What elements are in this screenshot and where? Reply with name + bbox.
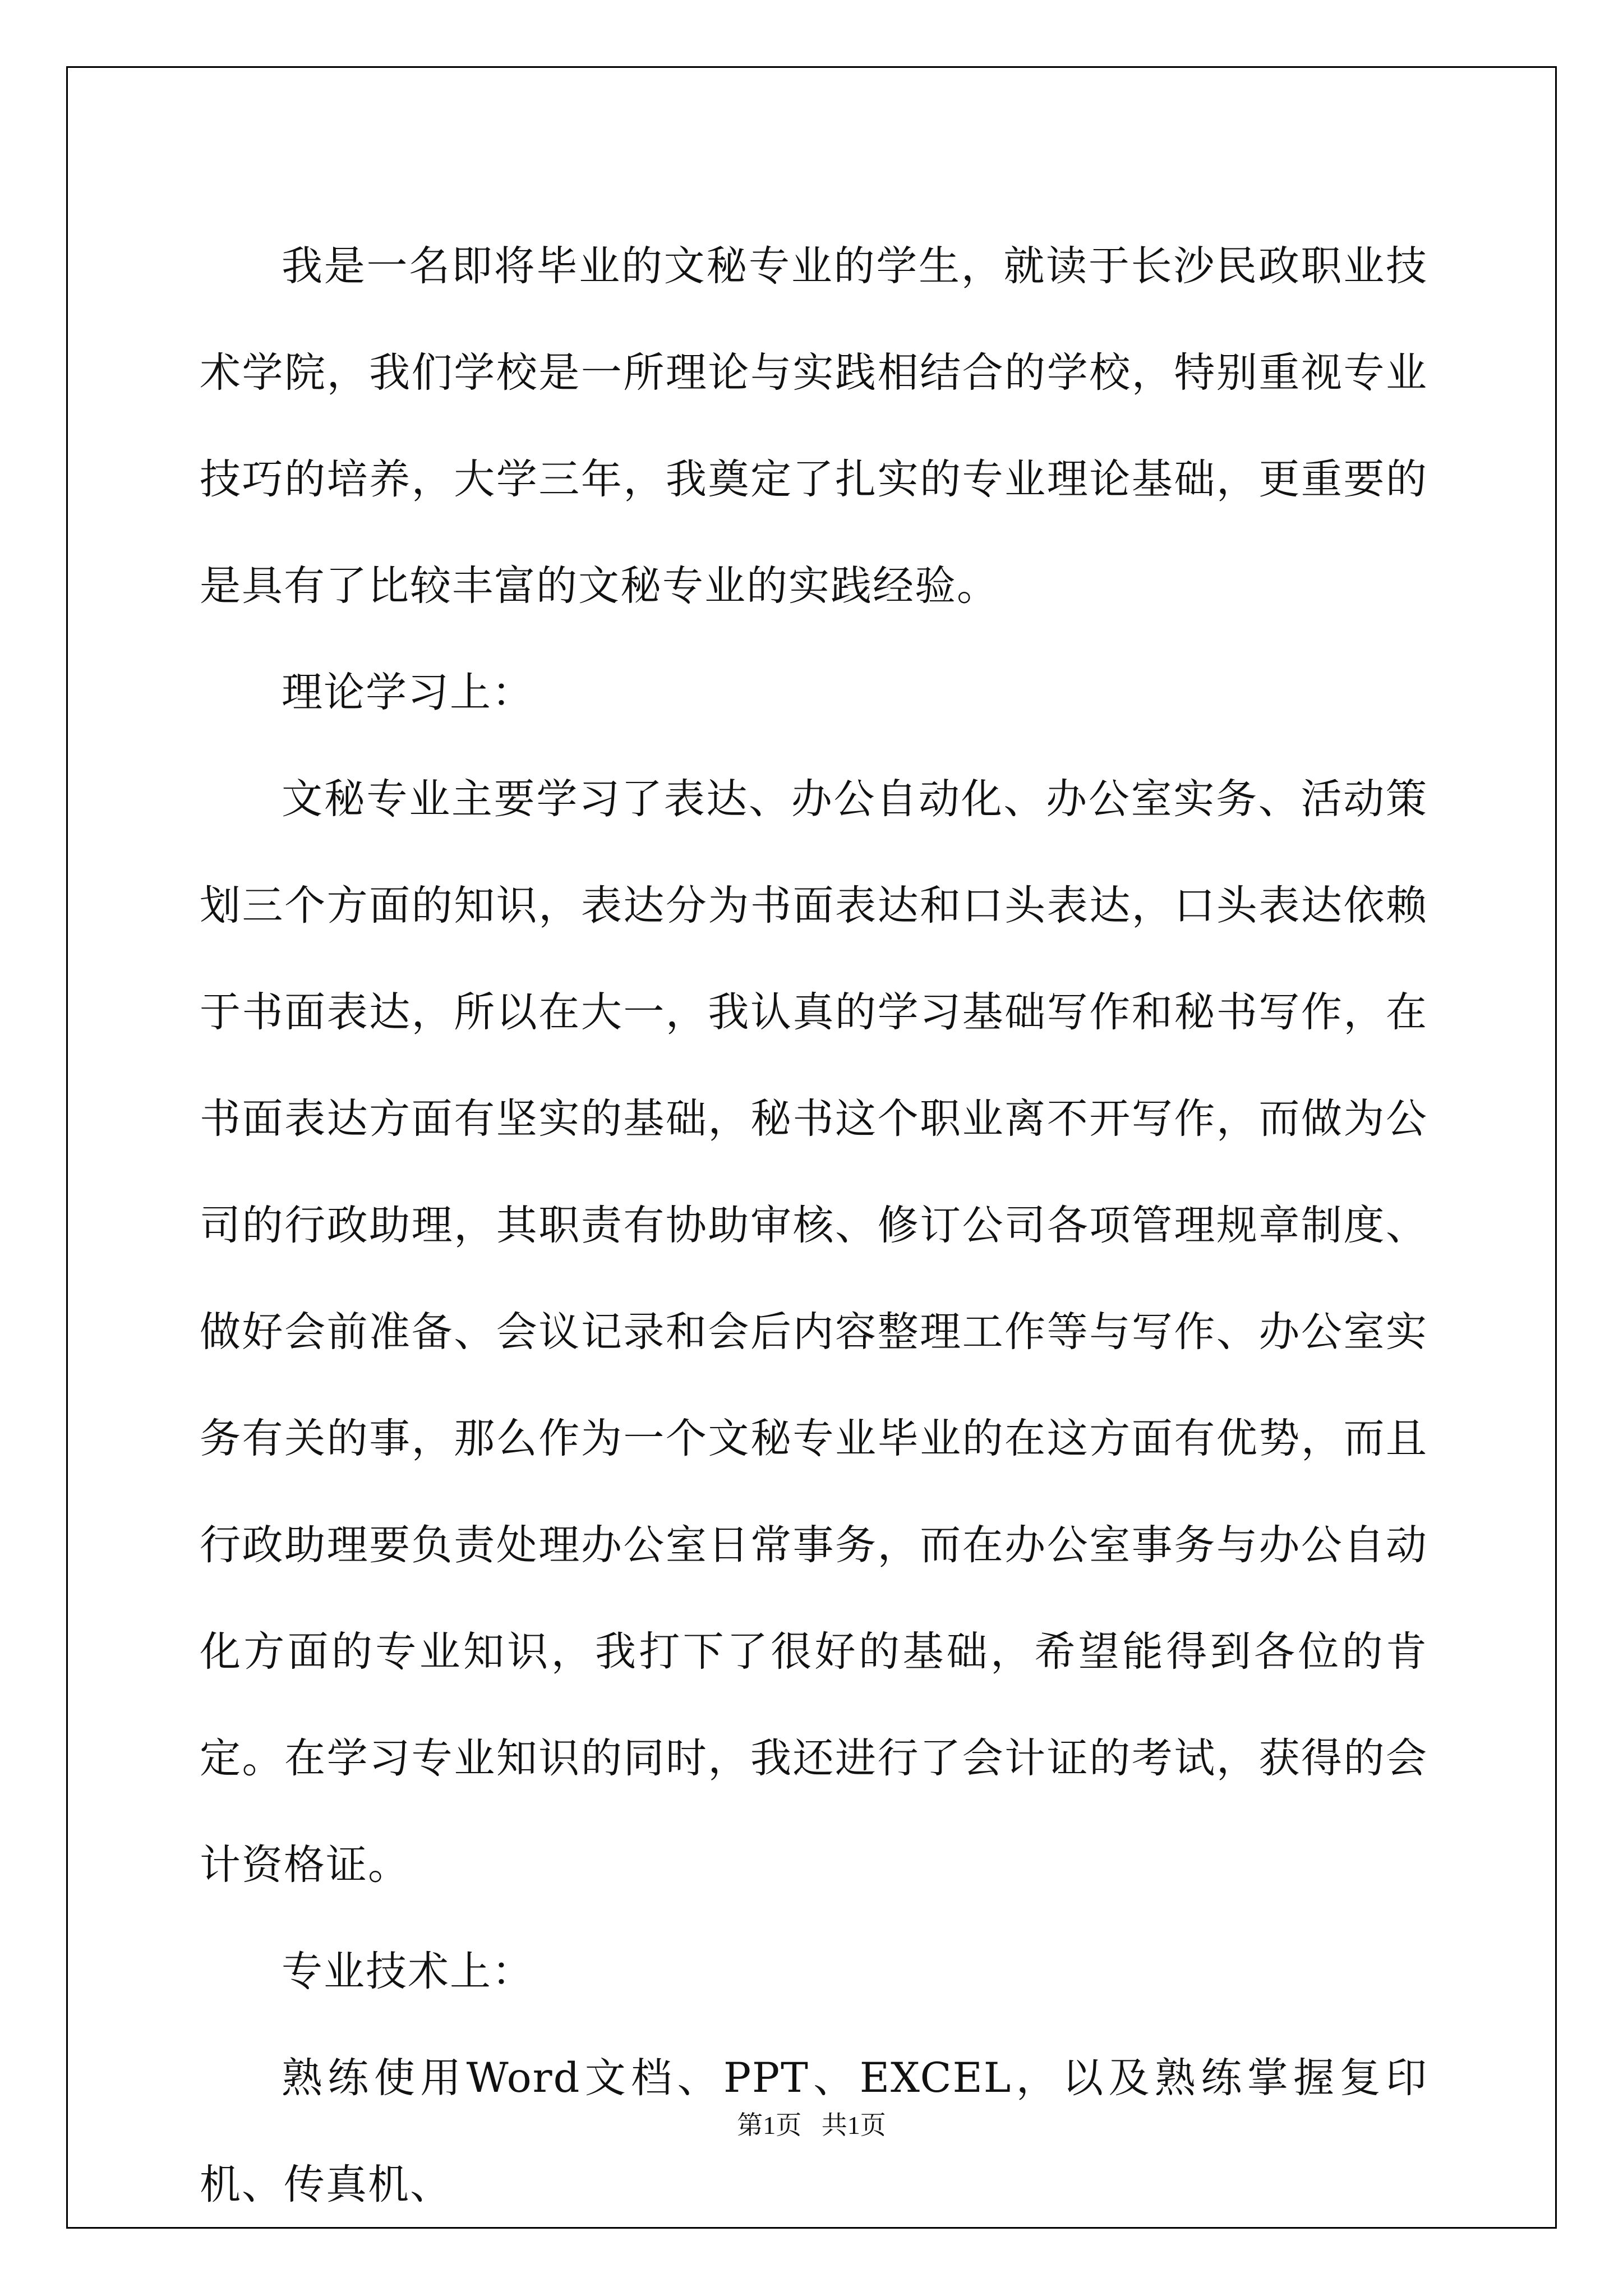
page-number: 第1页 [737,2111,802,2139]
page-footer [0,2105,1623,2142]
document-body [200,213,1428,2238]
paragraph-theory: 文秘专业主要学习了表达、办公自动化、办公室实务、活动策划三个方面的知识，表达分为书面表达和口头表达，口头表达依赖于书面表达，所以在大一，我认真的学习基础写作和秘书写作，在书面表达方面有坚实的基础，秘书这个职业离不开写作，而做为公司的行政助理，其职责有协助审核、修订公司各项管理规章制度、做好会前准备、会议记录和会后内容整理工作等与写作、办公室实务有关的事，那么作为一个文秘专业毕业的在这方面有优势，而且行政助理要负责处理办公室日常事务，而在办公室事务与办公自动化方面的专业知识，我打下了很好的基础，希望能得到各位的肯定。在学习专业知识的同时，我还进行了会计证的考试，获得的会计资格证。 [200,775,1428,1889]
paragraph-skills: 熟练使用Word文档、PPT、EXCEL，以及熟练掌握复印机、传真机、 [200,2054,1428,2208]
paragraph-intro: 我是一名即将毕业的文秘专业的学生，就读于长沙民政职业技术学院，我们学校是一所理论与实践相结合的学校，特别重视专业技巧的培养，大学三年，我奠定了扎实的专业理论基础，更重要的是具有了比较丰富的文秘专业的实践经验。 [200,242,1428,610]
page-total: 共1页 [821,2111,886,2139]
heading-theory-study: 理论学习上： [282,669,534,716]
heading-professional-skills: 专业技术上： [282,1948,534,1995]
